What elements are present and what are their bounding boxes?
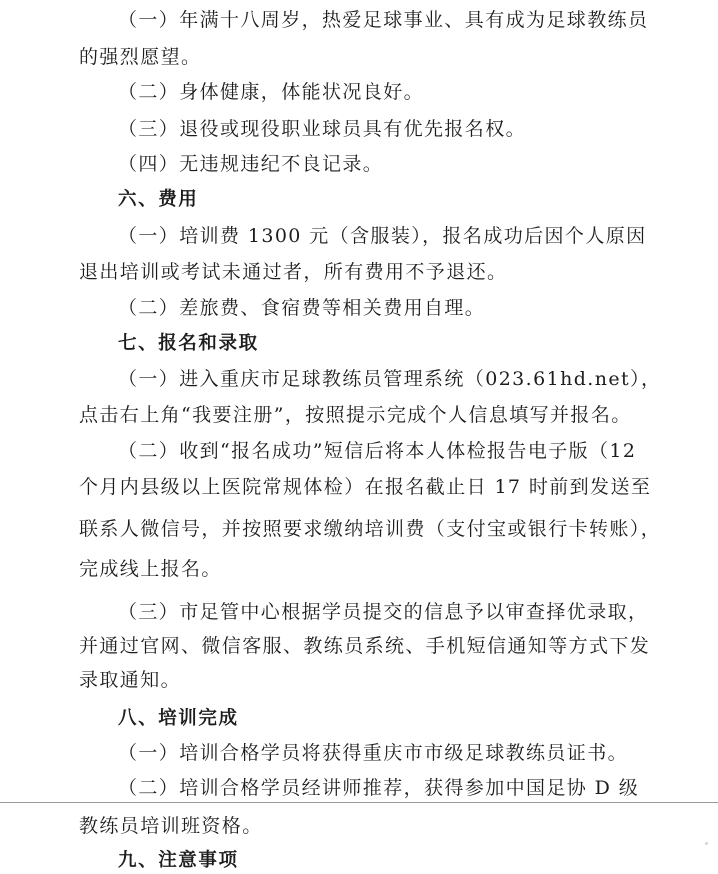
completion-2-line-2: 教练员培训班资格。 (79, 815, 263, 837)
requirement-1-line-2: 的强烈愿望。 (79, 46, 202, 68)
fee-1-line-2: 退出培训或考试未通过者，所有费用不予退还。 (79, 261, 508, 283)
registration-2-line-3: 联系人微信号，并按照要求缴纳培训费（支付宝或银行卡转账）， (79, 518, 662, 540)
requirement-2: （二）身体健康，体能状况良好。 (118, 81, 425, 103)
registration-2-line-4: 完成线上报名。 (79, 558, 222, 580)
completion-1: （一）培训合格学员将获得重庆市市级足球教练员证书。 (118, 742, 629, 764)
fee-2: （二）差旅费、食宿费等相关费用自理。 (118, 297, 486, 319)
page-speck (705, 842, 708, 845)
requirement-1-line-1: （一）年满十八周岁，热爱足球事业、具有成为足球教练员 (118, 9, 649, 31)
page-divider (0, 802, 718, 803)
registration-1-line-1: （一）进入重庆市足球教练员管理系统（023.61hd.net）， (118, 368, 662, 390)
section-heading-completion: 八、培训完成 (118, 708, 239, 729)
completion-2-line-1: （二）培训合格学员经讲师推荐，获得参加中国足协 D 级 (118, 777, 640, 799)
section-heading-fees: 六、费用 (118, 189, 199, 210)
registration-3-line-3: 录取通知。 (79, 669, 182, 691)
registration-2-line-2: 个月内县级以上医院常规体检）在报名截止日 17 时前到发送至 (79, 476, 652, 498)
registration-3-line-1: （三）市足管中心根据学员提交的信息予以审查择优录取， (118, 601, 649, 623)
requirement-4: （四）无违规违纪不良记录。 (118, 153, 384, 175)
fee-1-line-1: （一）培训费 1300 元（含服装），报名成功后因个人原因 (118, 225, 647, 247)
registration-1-line-2: 点击右上角“我要注册”，按照提示完成个人信息填写并报名。 (79, 404, 632, 426)
requirement-3: （三）退役或现役职业球员具有优先报名权。 (118, 118, 527, 140)
section-heading-notes: 九、注意事项 (118, 850, 239, 871)
section-heading-registration: 七、报名和录取 (118, 333, 259, 354)
registration-3-line-2: 并通过官网、微信客服、教练员系统、手机短信通知等方式下发 (79, 635, 651, 657)
registration-2-line-1: （二）收到“报名成功”短信后将本人体检报告电子版（12 (118, 440, 637, 462)
